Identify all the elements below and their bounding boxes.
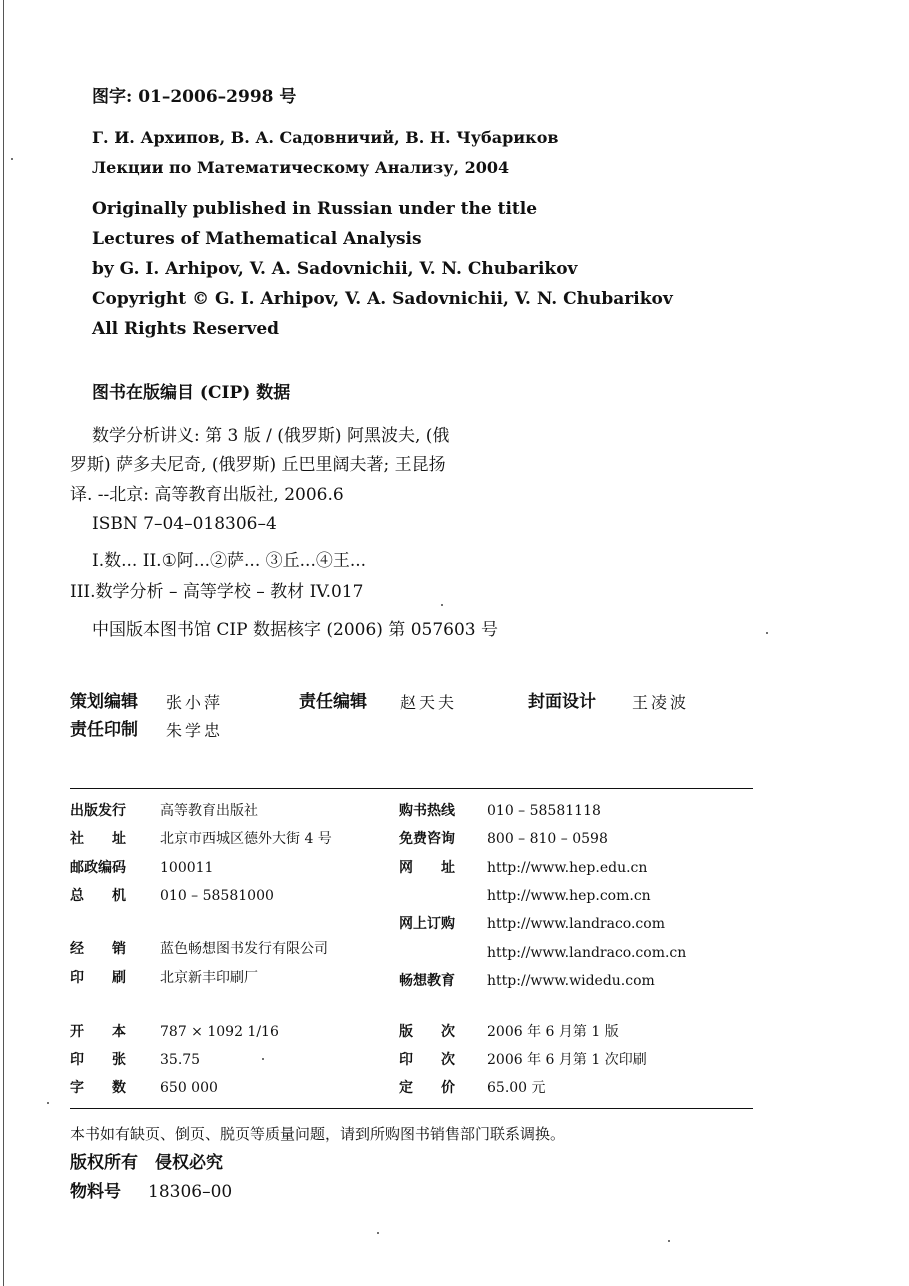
page-edge-line	[3, 0, 4, 1286]
rights-reserved: 版权所有 侵权必究	[70, 1153, 223, 1173]
price-value: 65.00 元	[487, 1080, 546, 1096]
cip-line-7: 中国版本图书馆 CIP 数据核字 (2006) 第 057603 号	[92, 620, 499, 640]
permit-number: 图字: 01–2006–2998 号	[92, 87, 297, 107]
distributor-label: 经 销	[70, 941, 126, 957]
edition-value: 2006 年 6 月第 1 版	[487, 1024, 619, 1040]
responsible-editor-label: 责任编辑	[299, 692, 367, 712]
cip-line-2: 罗斯) 萨多夫尼奇, (俄罗斯) 丘巴里阔夫著; 王昆扬	[70, 455, 446, 475]
cip-line-5: I.数... II.①阿...②萨... ③丘...④王...	[92, 551, 367, 571]
cover-design-label: 封面设计	[528, 692, 596, 712]
english-line-2: Lectures of Mathematical Analysis	[92, 229, 422, 249]
russian-authors: Г. И. Архипов, В. А. Садовничий, В. Н. Чубариков	[92, 128, 559, 147]
publisher-value: 高等教育出版社	[160, 803, 258, 819]
words-label: 字 数	[70, 1080, 126, 1096]
address-value: 北京市西城区德外大街 4 号	[160, 831, 332, 847]
sheets-label: 印 张	[70, 1052, 126, 1068]
postcode-value: 100011	[160, 860, 214, 876]
freecall-value: 800 – 810 – 0598	[487, 831, 608, 847]
quality-notice: 本书如有缺页、倒页、脱页等质量问题，请到所购图书销售部门联系调换。	[70, 1125, 566, 1143]
planning-editor-name: 张小萍	[166, 693, 224, 712]
distributor-value: 蓝色畅想图书发行有限公司	[160, 941, 328, 957]
cip-heading: 图书在版编目 (CIP) 数据	[92, 383, 291, 403]
hotline-label: 购书热线	[399, 803, 455, 819]
divider-top	[70, 788, 753, 789]
scan-speck	[377, 1232, 379, 1234]
printing-label: 印 次	[399, 1052, 455, 1068]
switchboard-label: 总 机	[70, 888, 126, 904]
cip-line-3: 译. --北京: 高等教育出版社, 2006.6	[70, 485, 344, 505]
english-line-4: Copyright © G. I. Arhipov, V. A. Sadovnichii, V. N. Chubarikov	[92, 289, 673, 309]
scan-speck	[441, 604, 443, 606]
cover-design-name: 王凌波	[632, 693, 690, 712]
english-line-3: by G. I. Arhipov, V. A. Sadovnichii, V. N. Chubarikov	[92, 259, 578, 279]
online-order-label: 网上订购	[399, 916, 455, 932]
english-line-5: All Rights Reserved	[92, 319, 280, 339]
cip-line-1: 数学分析讲义: 第 3 版 / (俄罗斯) 阿黑波夫, (俄	[92, 426, 450, 446]
words-value: 650 000	[160, 1080, 218, 1096]
online-order-link-2: http://www.landraco.com.cn	[487, 945, 687, 961]
printer-value: 北京新丰印刷厂	[160, 970, 258, 986]
postcode-label: 邮政编码	[70, 860, 126, 876]
edition-label: 版 次	[399, 1024, 455, 1040]
format-label: 开 本	[70, 1024, 126, 1040]
english-line-1: Originally published in Russian under the title	[92, 199, 538, 219]
widedu-label: 畅想教育	[399, 973, 455, 989]
russian-title: Лекции по Математическому Анализу, 2004	[92, 158, 510, 177]
publisher-label: 出版发行	[70, 803, 126, 819]
website-label: 网 址	[399, 860, 455, 876]
price-label: 定 价	[399, 1080, 455, 1096]
freecall-label: 免费咨询	[399, 831, 455, 847]
scan-speck	[668, 1240, 670, 1242]
print-supervisor-label: 责任印制	[70, 720, 138, 740]
material-number-value: 18306–00	[148, 1182, 233, 1202]
scan-speck	[47, 1102, 49, 1104]
format-value: 787 × 1092 1/16	[160, 1024, 279, 1040]
divider-bottom	[70, 1108, 753, 1109]
material-number-label: 物料号	[70, 1182, 121, 1202]
website-link-1: http://www.hep.edu.cn	[487, 860, 648, 876]
widedu-link: http://www.widedu.com	[487, 973, 655, 989]
cip-line-6: III.数学分析 – 高等学校 – 教材 IV.017	[70, 582, 364, 602]
planning-editor-label: 策划编辑	[70, 692, 138, 712]
scan-speck	[766, 632, 768, 634]
online-order-link-1: http://www.landraco.com	[487, 916, 665, 932]
website-link-2: http://www.hep.com.cn	[487, 888, 651, 904]
printer-label: 印 刷	[70, 970, 126, 986]
cip-line-4: ISBN 7–04–018306–4	[92, 514, 277, 534]
printing-value: 2006 年 6 月第 1 次印刷	[487, 1052, 647, 1068]
responsible-editor-name: 赵天夫	[400, 693, 458, 712]
scan-speck	[262, 1058, 264, 1060]
switchboard-value: 010 – 58581000	[160, 888, 274, 904]
hotline-value: 010 – 58581118	[487, 803, 601, 819]
scan-speck	[11, 158, 13, 160]
sheets-value: 35.75	[160, 1052, 201, 1068]
print-supervisor-name: 朱学忠	[166, 721, 224, 740]
address-label: 社 址	[70, 831, 126, 847]
